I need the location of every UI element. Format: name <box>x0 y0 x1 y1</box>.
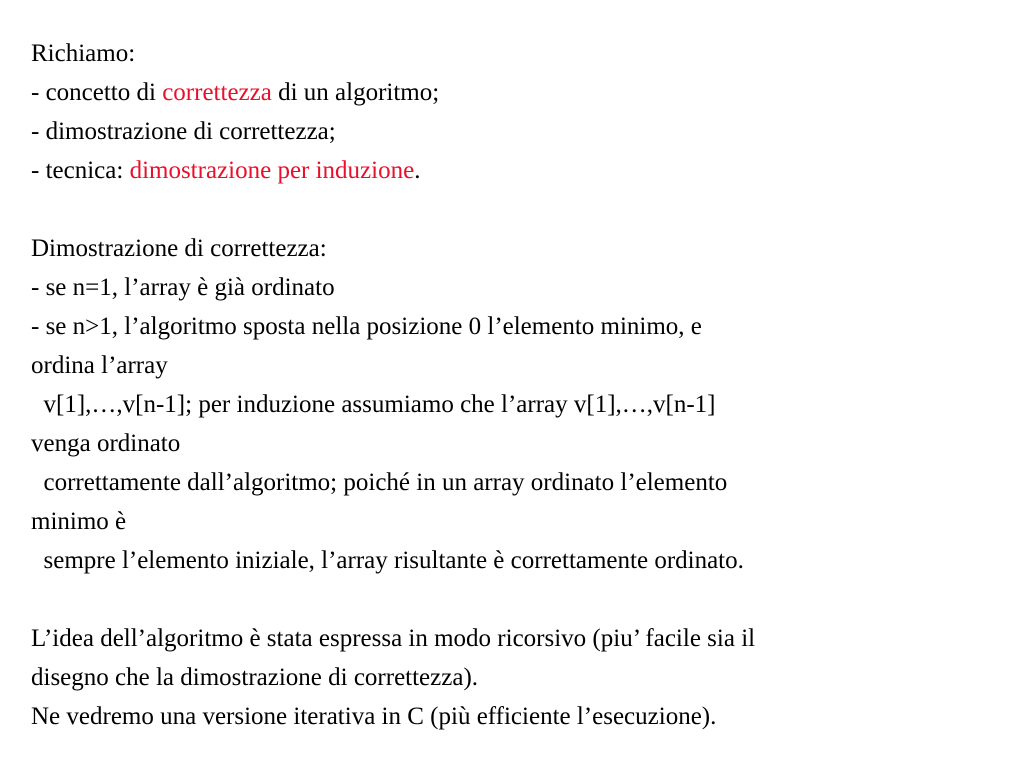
item-text: - concetto di <box>31 79 163 106</box>
item-text: . <box>414 157 421 184</box>
section-dimostrazione <box>31 229 1011 580</box>
dimostrazione-heading: Dimostrazione di correttezza: <box>31 235 327 262</box>
dimostrazione-line: - se n>1, l’algoritmo sposta nella posizione 0 l’elemento minimo, e <box>31 313 702 340</box>
richiamo-heading: Richiamo: <box>31 40 136 67</box>
dimostrazione-line: venga ordinato <box>31 430 181 457</box>
dimostrazione-line: correttamente dall’algoritmo; poiché in un array ordinato l’elemento <box>31 469 728 496</box>
section-conclusione <box>31 619 1011 736</box>
dimostrazione-line: v[1],…,v[n-1]; per induzione assumiamo che l’array v[1],…,v[n-1] <box>31 391 716 418</box>
conclusione-line: disegno che la dimostrazione di correttezza). <box>31 664 479 691</box>
item-text: di un algoritmo; <box>271 79 440 106</box>
spacer <box>31 580 1011 619</box>
dimostrazione-line: minimo è <box>31 508 127 535</box>
dimostrazione-line: - se n=1, l’array è già ordinato <box>31 274 335 301</box>
dimostrazione-line: sempre l’elemento iniziale, l’array risultante è correttamente ordinato. <box>31 547 744 574</box>
dimostrazione-line: ordina l’array <box>31 352 168 379</box>
spacer <box>31 190 1011 229</box>
item-text: - tecnica: <box>31 157 130 184</box>
section-richiamo <box>31 34 1011 190</box>
richiamo-item-tecnica <box>31 151 1011 190</box>
slide-content <box>31 34 1011 736</box>
conclusione-line: Ne vedremo una versione iterativa in C (più efficiente l’esecuzione). <box>31 703 717 730</box>
conclusione-line: L’idea dell’algoritmo è stata espressa in modo ricorsivo (piu’ facile sia il <box>31 625 756 652</box>
richiamo-item-correttezza <box>31 73 1011 112</box>
highlight-induzione: dimostrazione per induzione <box>129 157 415 184</box>
richiamo-item-dimostrazione: - dimostrazione di correttezza; <box>31 118 336 145</box>
highlight-correttezza: correttezza <box>162 79 272 106</box>
